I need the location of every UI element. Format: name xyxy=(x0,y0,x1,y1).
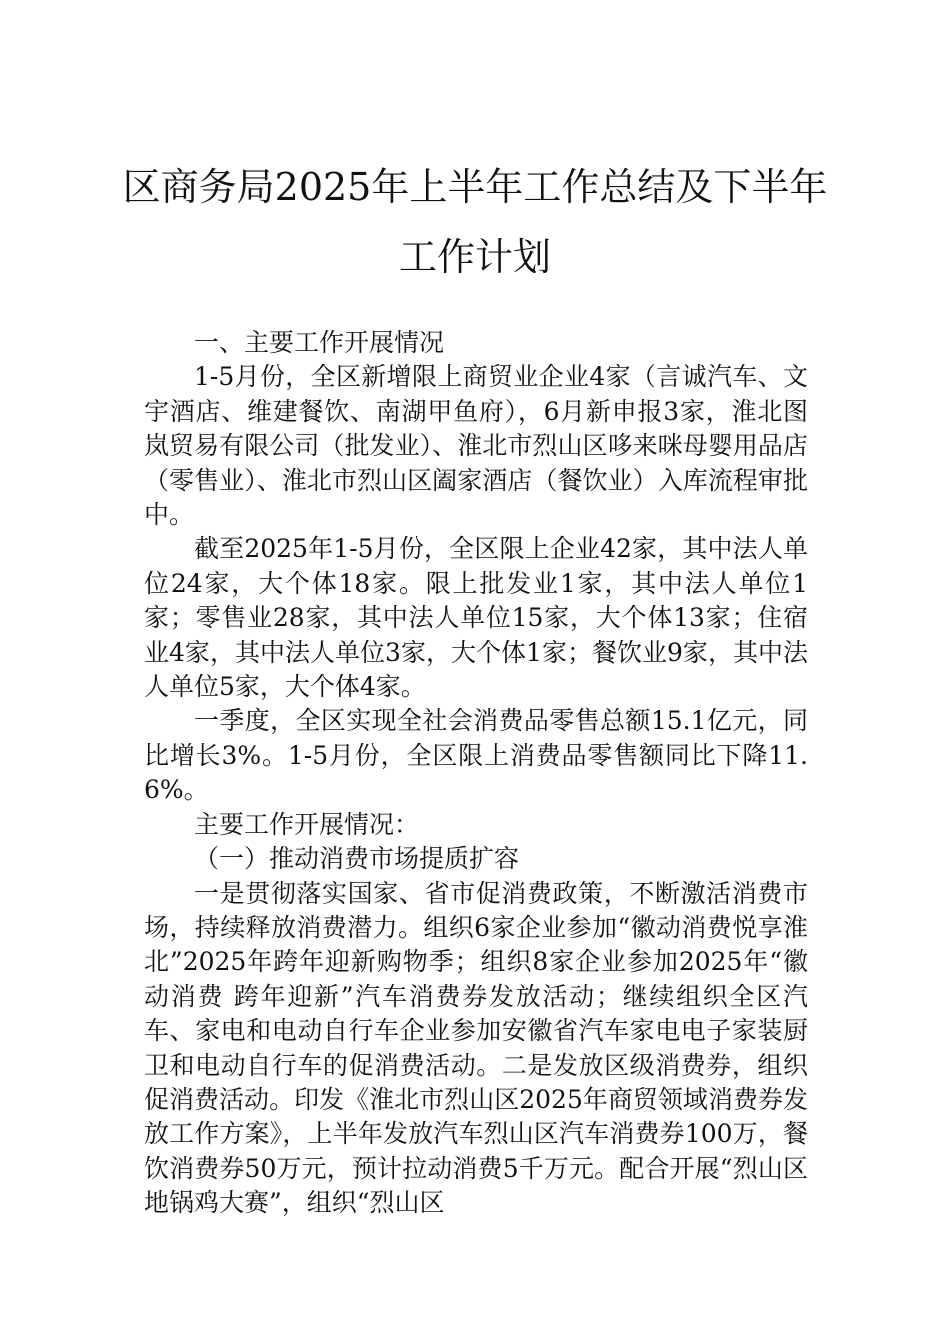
paragraph-retail-sales: 一季度，全区实现全社会消费品零售总额15.1亿元，同比增长3%。1-5月份，全区限上消费品零售额同比下降11.6%。 xyxy=(144,706,808,805)
document-body xyxy=(144,326,808,1221)
paragraph-enterprise-count: 截至2025年1-5月份，全区限上企业42家，其中法人单位24家，大个体18家。限上批发业1家，其中法人单位1家；零售业28家，其中法人单位15家，大个体13家；住宿业4家，其中法人单位3家，大个体1家；餐饮业9家，其中法人单位5家，大个体4家。 xyxy=(144,534,808,702)
section-heading-work-status: 主要工作开展情况： xyxy=(194,809,420,839)
document-title-line-1: 区商务局2025年上半年工作总结及下半年 xyxy=(122,165,828,209)
document-title-line-2: 工作计划 xyxy=(398,235,551,279)
section-heading-main-work: 一、主要工作开展情况 xyxy=(194,328,445,357)
paragraph-new-enterprises: 1-5月份，全区新增限上商贸业企业4家（言诚汽车、文宇酒店、维建餐饮、南湖甲鱼府），6月新申报3家，淮北图岚贸易有限公司（批发业）、淮北市烈山区哆来咪母婴用品店（零售业）、淮北市烈山区阖家酒店（餐饮业）入库流程审批中。 xyxy=(144,362,808,530)
paragraph-consumption-policy: 一是贯彻落实国家、省市促消费政策，不断激活消费市场，持续释放消费潜力。组织6家企业参加“徽动消费悦享淮北”2025年跨年迎新购物季；组织8家企业参加2025年“徽动消费 跨年迎新”汽车消费券发放活动；继续组织全区汽车、家电和电动自行车企业参加安徽省汽车家电电子家装厨卫和电动自行车的促消费活动。二是发放区级消费券，组织促消费活动。印发《淮北市烈山区2025年商贸领域消费券发放工作方案》，上半年发放汽车烈山区汽车消费券100万，餐饮消费券50万元，预计拉动消费5千万元。配合开展“烈山区地锅鸡大赛”，组织“烈山区 xyxy=(144,878,808,1218)
subsection-heading-consumption: （一）推动消费市场提质扩容 xyxy=(194,844,520,874)
